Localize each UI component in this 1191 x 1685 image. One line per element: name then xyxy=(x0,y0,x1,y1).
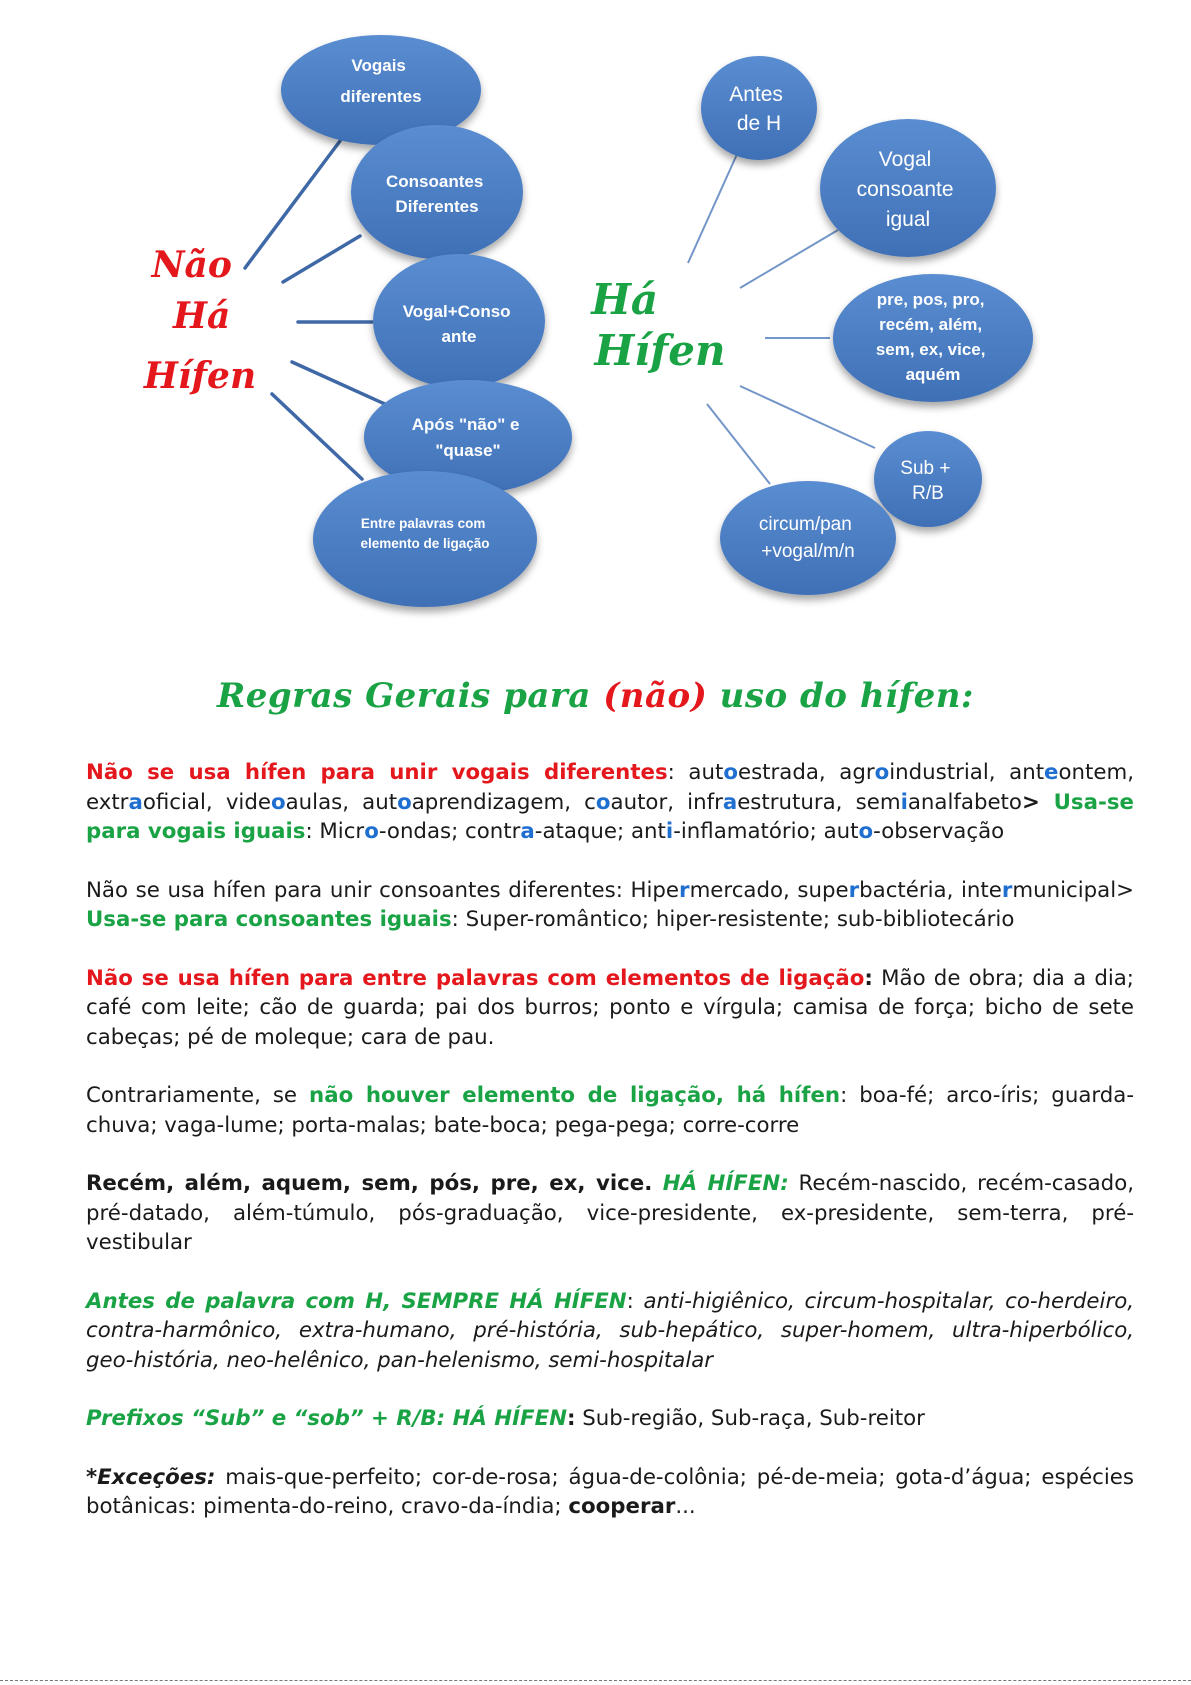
rule-excecoes: *Exceções: mais-que-perfeito; cor-de-rosa; água-de-colônia; pé-de-meia; gota-d’água; espécies botânicas: pimenta-do-reino, cravo-da-índia; cooperar... xyxy=(86,1464,1134,1519)
rule-sem-elemento: Contrariamente, se não houver elemento de ligação, há hífen: boa-fé; arco-íris; guarda-chuva; vaga-lume; porta-malas; bate-boca; pega-pega; corre-corre xyxy=(86,1083,1135,1138)
left-bubble-label-5: Entre palavras com elemento de ligação xyxy=(360,516,490,551)
left-bubble-label-4: Após "não" e "quase" xyxy=(411,415,520,460)
rule-prefixos: Recém, além, aquem, sem, pós, pre, ex, vice. HÁ HÍFEN: Recém-nascido, recém-casado, pré-datado, além-túmulo, pós-graduação, vice-presidente, ex-presidente, sem-terra, pré-vestibular xyxy=(86,1171,1134,1255)
left-bubble-label-2: Consoantes Diferentes xyxy=(385,172,484,216)
bottom-divider xyxy=(0,1680,1191,1681)
hyphen-mind-map xyxy=(0,0,1191,640)
right-bubble-label-5: circum/pan +vogal/m/n xyxy=(758,514,855,562)
left-title: Não Há Hífen xyxy=(143,244,257,397)
rule-elementos-ligacao: Não se usa hífen para entre palavras com elementos de ligação: Mão de obra; dia a dia; café com leite; cão de guarda; pai dos burros; ponto e vírgula; camisa de força; bicho de sete cabeças; pé de moleque; cara de pau. xyxy=(86,965,1134,1050)
rule-consoantes: Não se usa hífen para unir consoantes diferentes: Hipermercado, superbactéria, intermunicipal> Usa-se para consoantes iguais: Super-romântico; hiper-resistente; sub-bibliotecário xyxy=(86,877,1134,932)
right-bubble-label-1: Antes de H xyxy=(729,83,783,135)
right-bubble-sub-rb xyxy=(874,431,982,527)
left-bubble-label-1: Vogais diferentes xyxy=(340,56,422,106)
right-title: Há Hífen xyxy=(591,275,726,375)
left-bubble-label-3: Vogal+Conso ante xyxy=(402,302,511,346)
rule-sub-sob: Prefixos “Sub” e “sob” + R/B: HÁ HÍFEN: Sub-região, Sub-raça, Sub-reitor xyxy=(86,1406,925,1431)
rules-content xyxy=(86,758,1134,1551)
left-bubble-vogal-consoante xyxy=(373,254,545,388)
rule-vogais: Não se usa hífen para unir vogais diferentes: autoestrada, agroindustrial, anteontem, extraoficial, videoaulas, autoaprendizagem, coautor, infraestrutura, semianalfabeto> Usa-se para vogais iguais: Micro-ondas; contra-ataque; anti-inflamatório; auto-observação xyxy=(86,760,1134,844)
right-bubble-antes-de-h xyxy=(701,56,817,160)
page-heading: Regras Gerais para (não) uso do hífen: xyxy=(217,676,974,716)
right-bubble-circum-pan xyxy=(720,481,896,595)
right-bubble-label-4: Sub + R/B xyxy=(900,458,951,504)
right-bubble-label-2: Vogal consoante igual xyxy=(856,148,954,231)
right-bubble-label-3: pre, pos, pro, recém, além, sem, ex, vice, aquém xyxy=(875,290,986,384)
rule-antes-de-h: Antes de palavra com H, SEMPRE HÁ HÍFEN: anti-higiênico, circum-hospitalar, co-herdeiro, contra-harmônico, extra-humano, pré-história, sub-hepático, super-homem, ultra-hiperbólico, geo-história, neo-helênico, pan-helenismo, semi-hospitalar xyxy=(86,1288,1135,1373)
left-bubble-consoantes-diferentes xyxy=(351,125,523,259)
